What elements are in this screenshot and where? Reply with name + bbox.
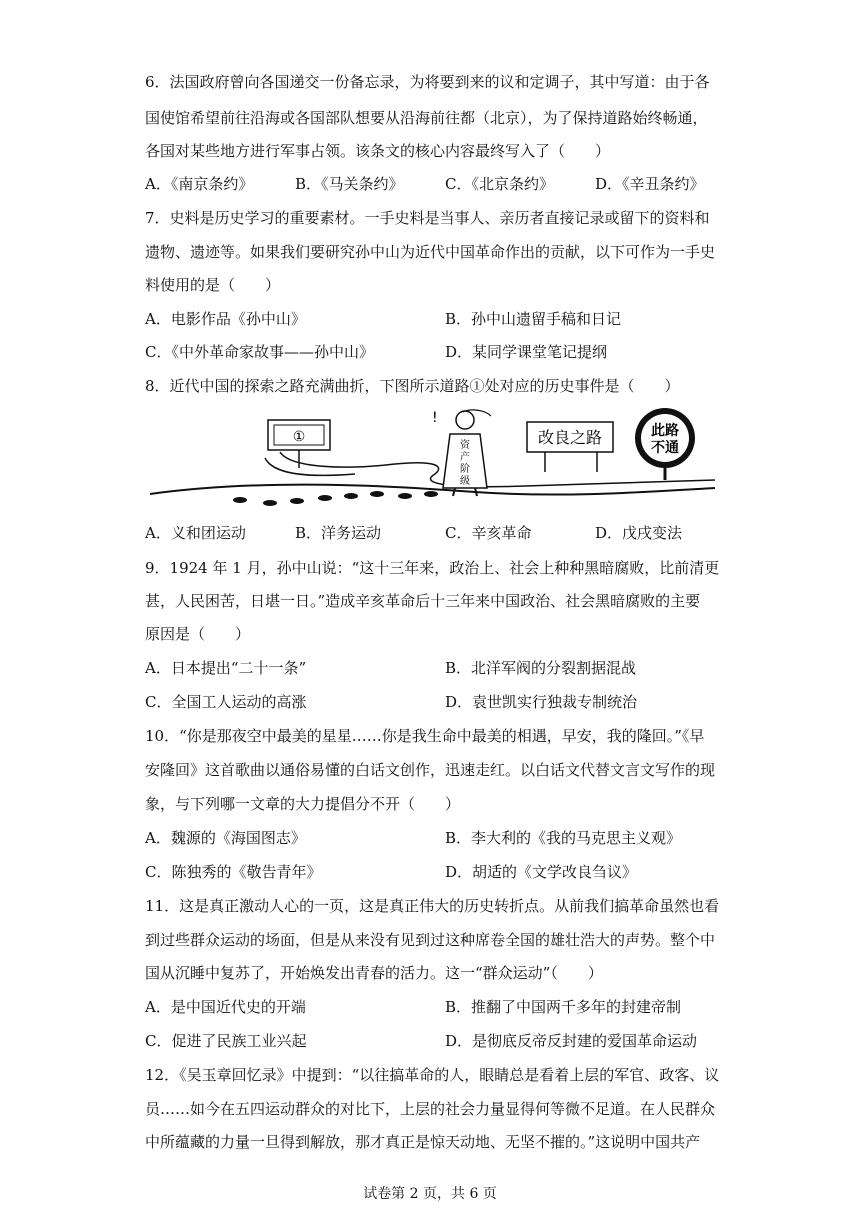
bourgeoisie-figure	[432, 410, 491, 496]
sign-reform-label: 改良之路	[537, 428, 603, 447]
option-b[interactable]: B．洋务运动	[295, 524, 382, 542]
question-text-line: 12．《吴玉章回忆录》中提到：“以往搞革命的人，眼睛总是看着上层的军官、政客、议	[145, 1066, 720, 1084]
question-text-line: 6．法国政府曾向各国递交一份备忘录，为将要到来的议和定调子，其中写道：由于各	[145, 73, 710, 91]
question-text-line: 象，与下列哪一文章的大力提倡分不开（ ）	[145, 795, 461, 813]
footprints	[233, 491, 438, 506]
option-c[interactable]: C．《北京条约》	[445, 175, 554, 193]
sign-dead-end	[635, 408, 695, 480]
question-text-line: 10．“你是那夜空中最美的星星……你是我生命中最美的相遇，早安，我的隆回。”《早	[145, 727, 705, 745]
option-d[interactable]: D．是彻底反帝反封建的爱国革命运动	[445, 1032, 698, 1050]
option-c[interactable]: C．辛亥革命	[445, 524, 532, 542]
sign-reform	[527, 422, 613, 472]
options-row	[145, 174, 745, 194]
question-text-line: 到过些群众运动的场面，但是从来没有见到过这种席卷全国的雄壮浩大的声势。整个中	[145, 931, 716, 949]
option-d[interactable]: D．袁世凯实行独裁专制统治	[445, 693, 638, 711]
option-a[interactable]: A．魏源的《海国图志》	[145, 829, 306, 847]
options-row	[145, 997, 745, 1017]
figure-char: 级	[460, 476, 470, 487]
road-illustration	[145, 408, 720, 516]
options-row	[145, 309, 745, 329]
question-text-line: 中所蕴藏的力量一旦得到解放，那才真正是惊天动地、无坚不摧的。”这说明中国共产	[145, 1133, 701, 1151]
sign-1	[268, 420, 330, 468]
option-a[interactable]: A．义和团运动	[145, 524, 246, 542]
option-d[interactable]: D．戊戌变法	[595, 524, 683, 542]
page-footer: 试卷第 2 页，共 6 页	[363, 1186, 497, 1202]
question-text-line: 安隆回》这首歌曲以通俗易懂的白话文创作，迅速走红。以白话文代替文言文写作的现	[145, 761, 716, 779]
figure-char: 资	[460, 440, 470, 451]
question-text-line: 员……如今在五四运动群众的对比下，上层的社会力量显得何等微不足道。在人民群众	[145, 1100, 716, 1118]
question-text-line: 料使用的是（ ）	[145, 276, 281, 294]
option-b[interactable]: B．李大利的《我的马克思主义观》	[445, 829, 682, 847]
options-row	[145, 342, 745, 362]
option-a[interactable]: A．电影作品《孙中山》	[145, 310, 306, 328]
option-d[interactable]: D．《辛丑条约》	[595, 175, 705, 193]
options-row	[145, 828, 745, 848]
sign-dead-end-top: 此路	[651, 423, 679, 439]
option-d[interactable]: D．某同学课堂笔记提纲	[445, 343, 608, 361]
question-text-line: 8．近代中国的探索之路充满曲折，下图所示道路①处对应的历史事件是（ ）	[145, 377, 680, 395]
exclaim-mark: !	[432, 410, 438, 426]
option-c[interactable]: C．陈独秀的《敬告青年》	[145, 863, 322, 881]
option-b[interactable]: B．北洋军阀的分裂割据混战	[445, 659, 637, 677]
figure-char: 产	[460, 452, 470, 463]
options-row	[145, 692, 745, 712]
question-text-line: 原因是（ ）	[145, 625, 251, 643]
option-c[interactable]: C．《中外革命家故事——孙中山》	[145, 343, 374, 361]
options-row	[145, 862, 745, 882]
question-text-line: 11．这是真正激动人心的一页，这是真正伟大的历史转折点。从前我们搞革命虽然也看	[145, 897, 720, 915]
question-text-line: 国从沉睡中复苏了，开始焕发出青春的活力。这一“群众运动”（ ）	[145, 964, 603, 982]
question-text-line: 7．史料是历史学习的重要素材。一手史料是当事人、亲历者直接记录或留下的资料和	[145, 209, 710, 227]
option-d[interactable]: D．胡适的《文学改良刍议》	[445, 863, 638, 881]
options-row	[145, 658, 745, 678]
option-b[interactable]: B．孙中山遗留手稿和日记	[445, 310, 622, 328]
option-b[interactable]: B．《马关条约》	[295, 175, 404, 193]
option-c[interactable]: C．促进了民族工业兴起	[145, 1032, 307, 1050]
question-text-line: 国使馆希望前往沿海或各国部队想要从沿海前往都（北京），为了保持道路始终畅通，	[145, 109, 708, 127]
option-b[interactable]: B．推翻了中国两千多年的封建帝制	[445, 998, 682, 1016]
question-text-line: 甚，人民困苦，日堪一日。”造成辛亥革命后十三年来中国政治、社会黑暗腐败的主要	[145, 592, 701, 610]
question-text-line: 9．1924 年 1 月，孙中山说：“这十三年来，政治上、社会上种种黑暗腐败，比前清更	[145, 559, 720, 577]
option-a[interactable]: A．是中国近代史的开端	[145, 998, 306, 1016]
option-c[interactable]: C．全国工人运动的高涨	[145, 693, 307, 711]
question-text-line: 遗物、遗迹等。如果我们要研究孙中山为近代中国革命作出的贡献，以下可作为一手史	[145, 243, 716, 261]
sign-dead-end-bottom: 不通	[651, 440, 679, 456]
option-a[interactable]: A．日本提出“二十一条”	[145, 659, 307, 677]
figure-char: 阶	[460, 464, 470, 475]
sign-1-label: ①	[292, 429, 306, 445]
options-row	[145, 523, 745, 543]
question-text-line: 各国对某些地方进行军事占领。该条文的核心内容最终写入了（ ）	[145, 142, 611, 160]
options-row	[145, 1031, 745, 1051]
option-a[interactable]: A．《南京条约》	[145, 175, 254, 193]
